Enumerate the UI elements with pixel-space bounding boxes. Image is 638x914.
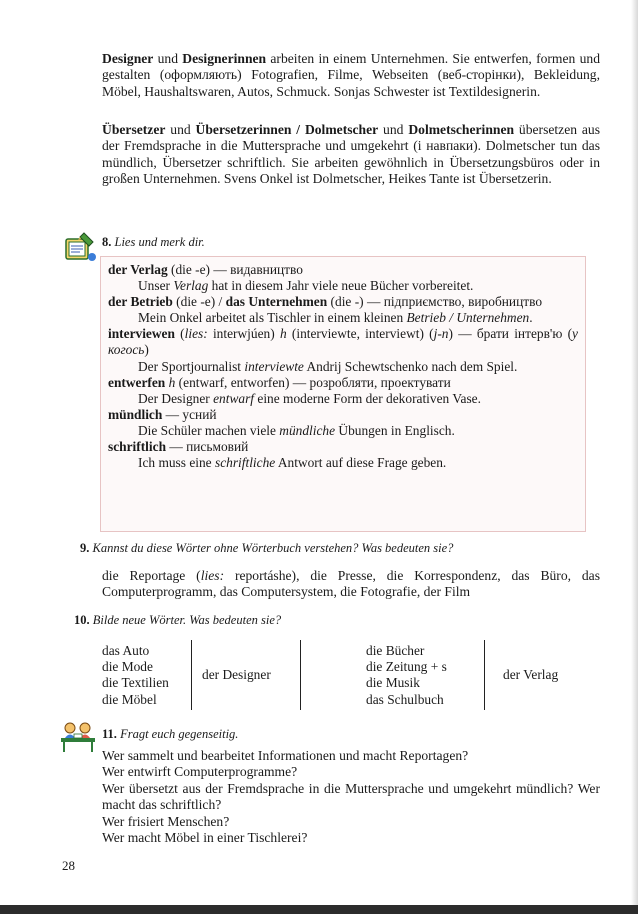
vocab-grammar: j-n <box>433 326 449 342</box>
word-item: das Schulbuch <box>366 691 444 707</box>
vocab-example <box>108 391 578 407</box>
term-designerinnen: Designerinnen <box>182 51 267 66</box>
vocab-grammar: (interviewte, interviewt) ( <box>286 326 434 342</box>
question-item: Wer macht Möbel in einer Tischlerei? <box>102 830 308 846</box>
task8-title: Lies und merk dir. <box>114 235 205 249</box>
vocab-example <box>108 310 578 326</box>
example-keyword: interviewte <box>244 358 304 374</box>
vocab-translation: видавництво <box>230 262 303 277</box>
left-target-word: der Designer <box>202 667 271 682</box>
book-with-pencil-icon <box>62 229 98 265</box>
question-item: Wer frisiert Menschen? <box>102 813 230 829</box>
pupils-at-desk-icon <box>58 720 98 754</box>
scan-border <box>0 905 638 914</box>
question-item: Wer sammelt und bearbeitet Informationen und macht Reportagen? <box>102 748 469 763</box>
vocab-entry-entwerfen <box>108 375 578 391</box>
task9-text: die Reportage ( <box>102 568 201 583</box>
task9-number: 9. <box>80 541 90 555</box>
connector: und <box>378 122 409 137</box>
vocab-entry-muendlich <box>108 407 578 423</box>
vocab-entry-betrieb <box>108 294 578 310</box>
designer-description: arbeiten in einem Unternehmen. Sie entwerfen, formen und gestalten (оформляють) Fotografien, Filme, Webseiten (веб-сторінки), Bekleidung, Möbel, Haushaltswaren, Autos, Schmuck. Sonjas Schwester ist Textildesignerin. <box>102 51 600 99</box>
term-uebersetzer: Übersetzer <box>102 122 166 137</box>
word-item: die Möbel <box>102 691 157 707</box>
vocab-grammar: interwjúen) <box>207 326 280 342</box>
vocab-example <box>108 278 578 294</box>
vocab-grammar: (die -e) — <box>167 262 231 277</box>
example-text: Der Sportjournalist <box>138 358 245 374</box>
column-divider <box>191 640 192 710</box>
example-text: eine moderne Form der dekorativen Vase. <box>254 390 481 406</box>
vocab-example <box>108 455 578 471</box>
uebersetzer-description: übersetzen aus der Fremdsprache in die Muttersprache und umgekehrt (і навпаки). Dolmetscher tun das mündlich, Übersetzer schriftlich. Sie arbeiten gewöhnlich in Übersetzungsbüros oder in großen Unternehmen. Svens Onkel ist Dolmetscher, Heikes Tante ist Übersetzerin. <box>102 122 601 187</box>
vocab-grammar: h <box>279 326 287 342</box>
task10-number: 10. <box>74 613 90 627</box>
vocab-grammar: ( <box>174 326 185 342</box>
vocab-example <box>108 359 578 375</box>
page-edge-shadow <box>631 0 638 914</box>
connector: und <box>153 51 183 66</box>
term-uebersetzerinnen: Übersetzerinnen / Dolmetscher <box>195 122 379 137</box>
vocab-entry-interviewen <box>108 326 578 358</box>
example-text: Ich muss eine <box>138 455 215 471</box>
word-item: das Auto <box>102 643 150 658</box>
example-keyword: mündliche <box>279 422 336 438</box>
example-text: Die Schüler machen viele <box>138 422 280 438</box>
vocab-entry-schriftlich <box>108 439 578 455</box>
task8-number: 8. <box>102 235 112 249</box>
example-text: Der Designer <box>138 390 214 406</box>
word-item: die Zeitung + s <box>366 659 447 675</box>
task9-heading <box>80 541 453 556</box>
uebersetzer-paragraph <box>102 122 600 188</box>
vocab-grammar: h <box>168 374 176 390</box>
vocab-translation: — усний <box>162 406 217 422</box>
example-text: . <box>529 310 533 326</box>
task9-title: Kannst du diese Wörter ohne Wörterbuch verstehen? Was bedeuten sie? <box>92 541 454 555</box>
vocab-headword: der Verlag <box>108 262 168 277</box>
task11-number: 11. <box>102 727 117 741</box>
term-dolmetscherinnen: Dolmetscherinnen <box>408 122 515 137</box>
question-item: Wer übersetzt aus der Fremdsprache in die Muttersprache und umgekehrt mündlich? Wer macht das schriftlich? <box>102 780 600 813</box>
example-text: Unser <box>138 278 174 294</box>
example-keyword: Betrieb / Unternehmen <box>406 310 530 326</box>
example-text: Andrij Schewtschenko nach dem Spiel. <box>303 358 518 374</box>
designer-paragraph <box>102 51 600 100</box>
vocab-example <box>108 423 578 439</box>
right-word-list <box>366 643 447 708</box>
term-designer: Designer <box>102 51 154 66</box>
column-divider <box>484 640 485 710</box>
vocab-headword: mündlich <box>108 406 163 422</box>
task9-text: lies: <box>200 568 225 583</box>
example-text: Mein Onkel arbeitet als Tischler in einem kleinen <box>138 310 407 326</box>
task9-text: reportáshe), die Presse, die Korrespondenz, das Büro, das Computerprogramm, das Computersystem, die Fotografie, der Film <box>102 568 600 600</box>
vocab-translation: у когось <box>108 326 578 358</box>
vocab-headword: entwerfen <box>108 374 166 390</box>
vocab-headword: der Betrieb <box>108 294 173 310</box>
vocab-translation: ) <box>144 342 149 358</box>
right-target-word: der Verlag <box>503 667 559 682</box>
example-text: Übungen in Englisch. <box>335 422 455 438</box>
word-item: die Musik <box>366 675 420 691</box>
vocab-translation: ) — брати інтерв'ю ( <box>448 326 573 342</box>
left-word-list <box>102 643 169 708</box>
vocab-grammar: (die -e) / <box>172 294 226 310</box>
page-number: 28 <box>62 858 75 873</box>
vocab-grammar: lies: <box>184 326 208 342</box>
example-keyword: entwarf <box>213 390 255 406</box>
vocab-headword: schriftlich <box>108 439 167 455</box>
task11-title: Fragt euch gegenseitig. <box>120 727 239 741</box>
task11-questions <box>102 748 600 846</box>
vocab-translation: (die -) — підприємство, виробництво <box>327 294 543 310</box>
column-divider <box>300 640 301 710</box>
connector: und <box>165 122 196 137</box>
vocab-headword: das Unternehmen <box>225 294 328 310</box>
task10-title: Bilde neue Wörter. Was bedeuten sie? <box>92 613 282 627</box>
vocab-entry-verlag <box>108 262 578 278</box>
vocab-translation: — письмовий <box>166 439 249 455</box>
word-item: die Bücher <box>366 643 425 658</box>
task11-heading <box>102 727 238 742</box>
vocabulary-list <box>108 262 578 471</box>
word-item: die Textilien <box>102 675 169 691</box>
example-text: hat in diesem Jahr viele neue Bücher vorbereitet. <box>208 278 474 294</box>
task10-heading <box>74 613 281 628</box>
task8-heading <box>102 235 205 250</box>
task9-words <box>102 568 600 601</box>
question-item: Wer entwirft Computerprogramme? <box>102 764 298 780</box>
example-keyword: schriftliche <box>214 455 276 471</box>
vocab-headword: interviewen <box>108 326 175 342</box>
vocab-translation: (entwarf, entworfen) — розробляти, проектувати <box>175 374 451 390</box>
example-text: Antwort auf diese Frage geben. <box>275 455 447 471</box>
word-item: die Mode <box>102 659 153 675</box>
example-keyword: Verlag <box>173 278 209 294</box>
